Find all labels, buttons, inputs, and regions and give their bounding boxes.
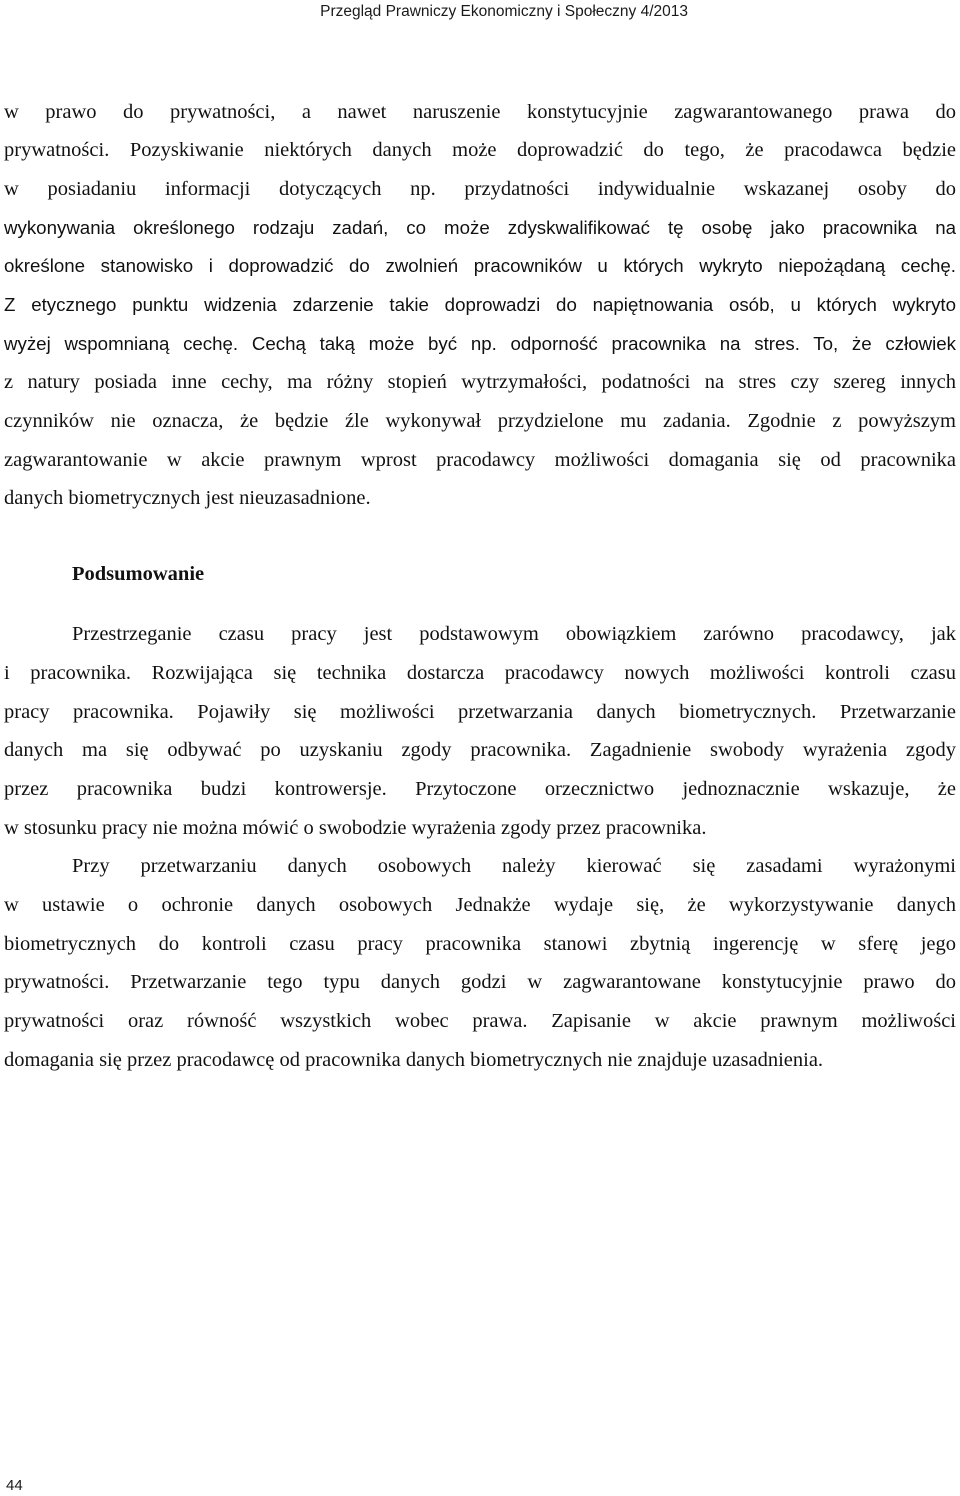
paragraph-line: Z etycznego punktu widzenia zdarzenie takie doprowadzi do napiętnowania osób, u których wykryto: [4, 294, 956, 315]
page-number: 44: [6, 1477, 23, 1494]
paragraph-line: w ustawie o ochronie danych osobowych Jednakże wydaje się, że wykorzystywanie danych: [4, 894, 956, 916]
paragraph-line: wyżej wspomnianą cechę. Cechą taką może być np. odporność pracownika na stres. To, że człowiek: [4, 333, 956, 354]
paragraph-line: w posiadaniu informacji dotyczących np. przydatności indywidualnie wskazanej osoby do: [4, 178, 956, 200]
running-header: Przegląd Prawniczy Ekonomiczny i Społeczny 4/2013: [320, 3, 688, 20]
paragraph-line: prywatności. Przetwarzanie tego typu danych godzi w zagwarantowane konstytucyjnie prawo do: [4, 971, 956, 993]
paragraph-line: danych biometrycznych jest nieuzasadnione.: [4, 487, 371, 509]
paragraph-line: w prawo do prywatności, a nawet naruszenie konstytucyjnie zagwarantowanego prawa do: [4, 101, 956, 123]
paragraph-line: biometrycznych do kontroli czasu pracy pracownika stanowi zbytnią ingerencję w sferę jego: [4, 933, 956, 955]
paragraph-line: wykonywania określonego rodzaju zadań, co może zdyskwalifikować tę osobę jako pracownika na: [4, 217, 956, 238]
paragraph-line: określone stanowisko i doprowadzić do zwolnień pracowników u których wykryto niepożądaną cechę.: [4, 255, 956, 276]
paragraph-line: zagwarantowanie w akcie prawnym wprost pracodawcy możliwości domagania się od pracownika: [4, 449, 956, 471]
paragraph-line: prywatności. Pozyskiwanie niektórych danych może doprowadzić do tego, że pracodawca będzie: [4, 139, 956, 161]
paragraph-line: z natury posiada inne cechy, ma różny stopień wytrzymałości, podatności na stres czy szereg innych: [4, 371, 956, 393]
paragraph-line: prywatności oraz równość wszystkich wobec prawa. Zapisanie w akcie prawnym możliwości: [4, 1010, 956, 1032]
paragraph-line: w stosunku pracy nie można mówić o swobodzie wyrażenia zgody przez pracownika.: [4, 817, 707, 839]
paragraph-line: Przy przetwarzaniu danych osobowych należy kierować się zasadami wyrażonymi: [72, 855, 956, 877]
paragraph-line: Przestrzeganie czasu pracy jest podstawowym obowiązkiem zarówno pracodawcy, jak: [72, 623, 956, 645]
section-heading: Podsumowanie: [72, 563, 205, 585]
paragraph-line: czynników nie oznacza, że będzie źle wykonywał przydzielone mu zadania. Zgodnie z powyższym: [4, 410, 956, 432]
paragraph-line: domagania się przez pracodawcę od pracownika danych biometrycznych nie znajduje uzasadnienia.: [4, 1049, 824, 1071]
paragraph-line: i pracownika. Rozwijająca się technika dostarcza pracodawcy nowych możliwości kontroli czasu: [4, 662, 956, 684]
paragraph-line: pracy pracownika. Pojawiły się możliwości przetwarzania danych biometrycznych. Przetwarzanie: [4, 701, 956, 723]
paragraph-line: przez pracownika budzi kontrowersje. Przytoczone orzecznictwo jednoznacznie wskazuje, że: [4, 778, 956, 800]
paragraph-line: danych ma się odbywać po uzyskaniu zgody pracownika. Zagadnienie swobody wyrażenia zgody: [4, 739, 956, 761]
